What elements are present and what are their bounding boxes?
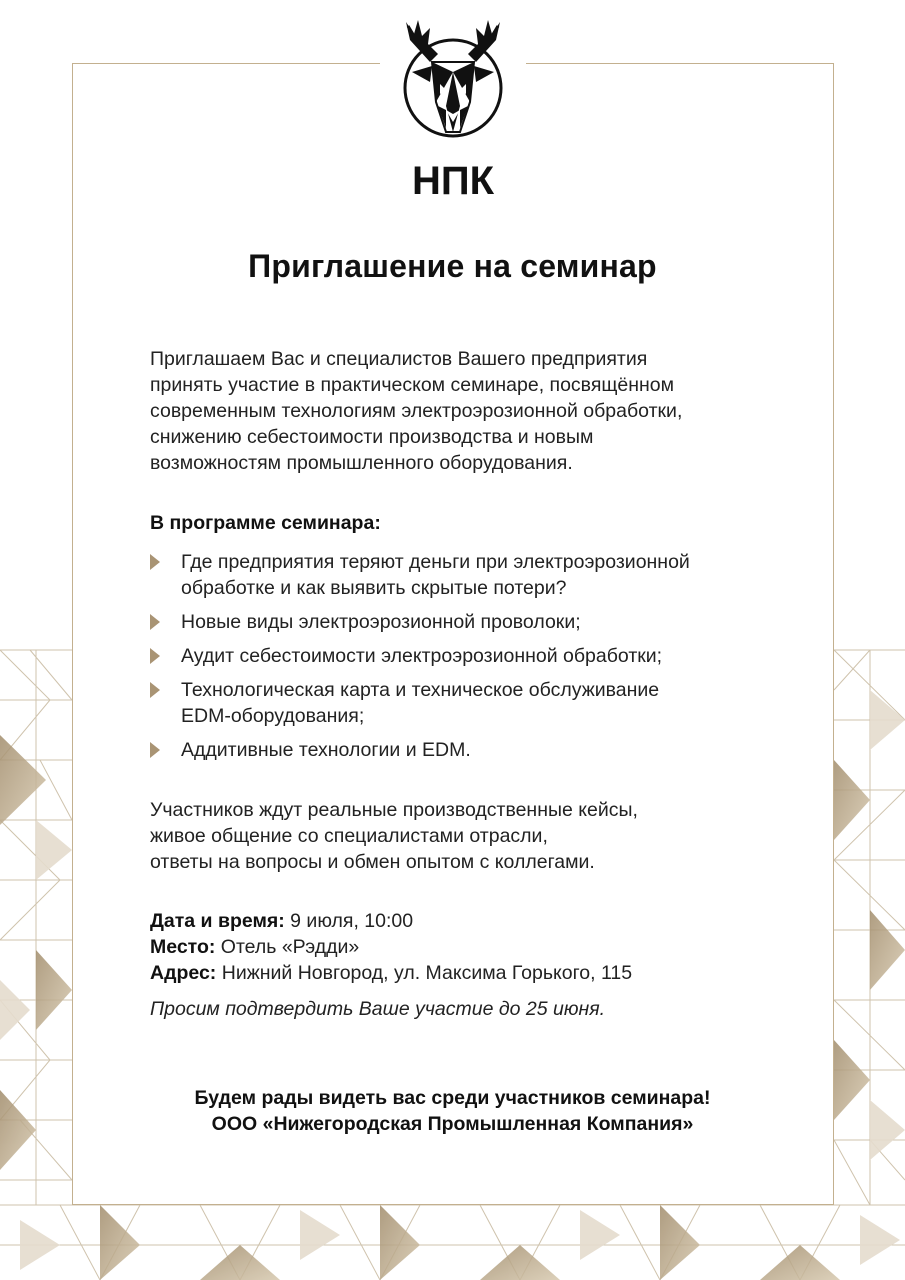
program-item-line: обработке и как выявить скрытые потери? xyxy=(181,577,567,599)
datetime-value: 9 июля, 10:00 xyxy=(284,910,414,932)
program-item xyxy=(150,677,790,729)
address-value: Нижний Новгород, ул. Максима Горького, 115 xyxy=(216,962,633,984)
program-item-line: Аддитивные технологии и EDM. xyxy=(181,739,471,761)
program-list xyxy=(150,549,790,771)
program-item-line: Технологическая карта и техническое обслуживание xyxy=(181,679,660,701)
program-item-line: Новые виды электроэрозионной проволоки; xyxy=(181,611,581,633)
event-details xyxy=(150,908,632,986)
intro-paragraph xyxy=(150,346,790,476)
program-heading: В программе семинара: xyxy=(150,512,381,534)
page-title: Приглашение на семинар xyxy=(248,248,657,284)
program-item-line: EDM-оборудования; xyxy=(181,705,365,727)
program-item xyxy=(150,609,790,635)
triangle-bullet-icon xyxy=(150,742,160,758)
place-row xyxy=(150,934,632,960)
address-label: Адрес: xyxy=(150,962,217,984)
deer-head-icon xyxy=(405,20,501,136)
triangle-bullet-icon xyxy=(150,648,160,664)
outro-paragraph xyxy=(150,797,790,875)
address-row xyxy=(150,960,632,986)
program-item-line: Аудит себестоимости электроэрозионной обработки; xyxy=(181,645,663,667)
program-item xyxy=(150,737,790,763)
outro-line: Участников ждут реальные производственные кейсы, xyxy=(150,799,638,821)
place-label: Место: xyxy=(150,936,216,958)
confirm-note: Просим подтвердить Ваше участие до 25 июня. xyxy=(150,998,606,1020)
program-item xyxy=(150,549,790,601)
intro-line: Приглашаем Вас и специалистов Вашего предприятия xyxy=(150,348,648,370)
triangle-bullet-icon xyxy=(150,682,160,698)
intro-line: современным технологиям электроэрозионной обработки, xyxy=(150,400,683,422)
company-logo-text: НПК xyxy=(411,159,495,200)
outro-line: ответы на вопросы и обмен опытом с коллегами. xyxy=(150,851,595,873)
program-item xyxy=(150,643,790,669)
company-name: ООО «Нижегородская Промышленная Компания» xyxy=(211,1113,694,1135)
triangle-bullet-icon xyxy=(150,554,160,570)
datetime-row xyxy=(150,908,632,934)
outro-line: живое общение со специалистами отрасли, xyxy=(150,825,548,847)
place-value: Отель «Рэдди» xyxy=(215,936,360,958)
datetime-label: Дата и время: xyxy=(150,910,285,932)
footer-line: Будем рады видеть вас среди участников семинара! xyxy=(194,1087,711,1109)
intro-line: снижению себестоимости производства и новым xyxy=(150,426,594,448)
company-logo xyxy=(380,10,526,200)
triangle-bullet-icon xyxy=(150,614,160,630)
intro-line: возможностям промышленного оборудования. xyxy=(150,452,573,474)
program-item-line: Где предприятия теряют деньги при электроэрозионной xyxy=(181,551,690,573)
intro-line: принять участие в практическом семинаре, посвящённом xyxy=(150,374,675,396)
footer-signature xyxy=(0,1085,905,1137)
